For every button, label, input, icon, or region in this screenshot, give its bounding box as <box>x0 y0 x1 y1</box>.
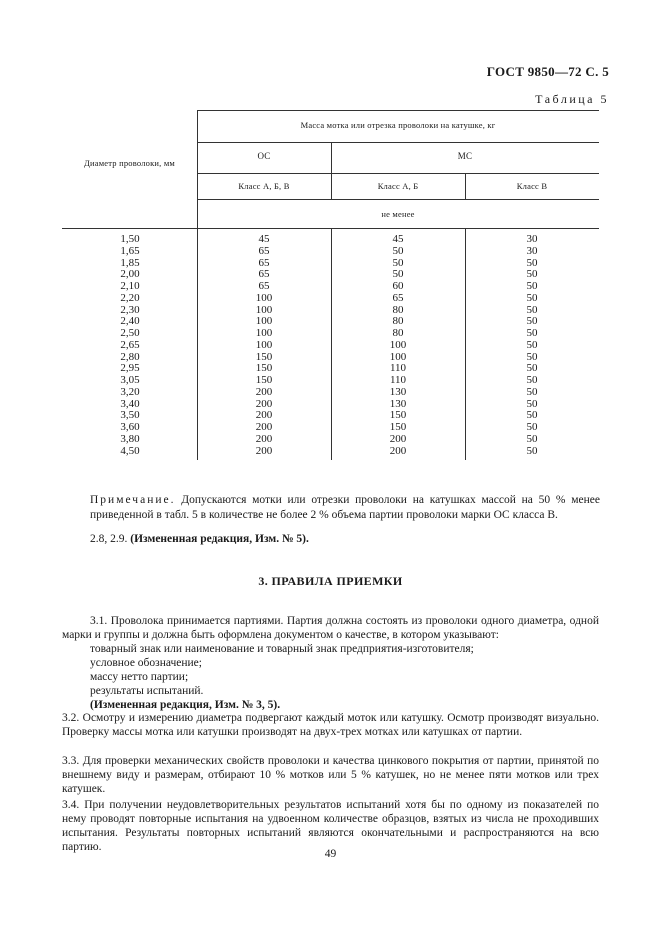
header-oc: ОС <box>257 151 271 161</box>
cell-oc: 65 <box>258 280 270 292</box>
amendment-bold: (Измененная редакция, Изм. № 5). <box>130 533 309 545</box>
cell-mc-ab: 50 <box>392 268 404 281</box>
cell-mc-v: 50 <box>526 350 538 363</box>
header-class-v: Класс В <box>516 181 548 191</box>
table-rule <box>197 173 599 174</box>
note-label: Примечание. <box>90 494 176 506</box>
cell-diameter: 2,30 <box>120 303 140 316</box>
column-mc-ab <box>331 234 465 457</box>
cell-diameter: 2,20 <box>120 291 140 304</box>
cell-mc-ab: 130 <box>389 397 407 410</box>
cell-diameter: 2,00 <box>120 268 140 281</box>
cell-mc-v: 50 <box>526 338 538 351</box>
table-rule <box>197 199 599 200</box>
cell-oc: 200 <box>255 397 273 410</box>
cell-oc: 100 <box>255 338 273 351</box>
header-min: не менее <box>381 209 415 219</box>
cell-oc: 200 <box>255 444 273 457</box>
column-oc <box>197 234 331 457</box>
cell-oc: 100 <box>255 327 273 339</box>
cell-oc: 200 <box>255 432 273 445</box>
cell-diameter: 2,80 <box>120 350 140 363</box>
cell-mc-v: 50 <box>526 444 538 457</box>
cell-mc-v: 50 <box>526 256 538 269</box>
cell-mc-ab: 150 <box>389 421 407 433</box>
cell-mc-v: 50 <box>526 327 538 339</box>
list-item: условное обозначение; <box>90 657 202 669</box>
cell-diameter: 3,40 <box>120 397 140 410</box>
cell-mc-ab: 200 <box>389 432 407 445</box>
list-item: товарный знак или наименование и товарный знак предприятия-изготовителя; <box>90 643 474 655</box>
header-diameter: Диаметр проволоки, мм <box>84 158 175 168</box>
cell-mc-ab: 80 <box>392 303 404 316</box>
cell-mc-v: 50 <box>526 421 538 433</box>
cell-diameter: 1,65 <box>120 244 140 257</box>
header-mass: Масса мотка или отрезка проволоки на катушке, кг <box>300 120 496 130</box>
p31-text: 3.1. Проволока принимается партиями. Партия должна состоять из проволоки одного диаметра, одной марки и группы и должна быть оформлена документом о качестве, в котором указывают: <box>62 615 599 641</box>
cell-mc-ab: 110 <box>389 362 407 375</box>
cell-diameter: 3,20 <box>120 385 140 398</box>
amendment-note-2: (Измененная редакция, Изм. № 3, 5). <box>90 699 281 711</box>
cell-mc-ab: 45 <box>392 233 404 245</box>
cell-mc-v: 50 <box>526 280 538 292</box>
note-text: Допускаются мотки или отрезки проволоки на катушках массой на 50 % менее приведенной в табл. 5 в количестве не более 2 % объема партии проволоки марки ОС класса В. <box>90 494 600 521</box>
header-class-abv: Класс А, Б, В <box>238 181 290 191</box>
table-label: Таблица 5 <box>535 92 609 106</box>
cell-oc: 200 <box>255 385 273 398</box>
cell-oc: 65 <box>258 256 270 269</box>
amendment-note-1 <box>90 533 309 545</box>
cell-mc-v: 50 <box>526 374 538 386</box>
cell-diameter: 3,60 <box>120 421 140 433</box>
cell-mc-v: 30 <box>526 244 538 257</box>
header-class-ab: Класс А, Б <box>377 181 419 191</box>
cell-oc: 100 <box>255 291 273 304</box>
cell-oc: 200 <box>255 409 273 422</box>
cell-mc-ab: 150 <box>389 409 407 422</box>
cell-oc: 65 <box>258 244 270 257</box>
cell-mc-v: 50 <box>526 397 538 410</box>
cell-diameter: 3,50 <box>120 409 140 422</box>
cell-mc-ab: 110 <box>389 374 407 386</box>
cell-diameter: 2,40 <box>120 315 140 328</box>
paragraph-3-3: 3.3. Для проверки механических свойств проволоки и качества цинкового покрытия от партии, принятой по внешнему виду и размерам, отбирают 10 % мотков или 5 % катушек, но не менее пяти мотков или трех катушек. <box>62 755 599 795</box>
cell-mc-ab: 80 <box>392 315 404 328</box>
cell-mc-v: 30 <box>526 233 538 245</box>
cell-oc: 200 <box>255 421 273 433</box>
table-rule <box>197 142 599 143</box>
paragraph-3-1 <box>62 614 599 712</box>
page-number: 49 <box>324 848 337 860</box>
cell-oc: 100 <box>255 303 273 316</box>
cell-diameter: 2,50 <box>120 327 140 339</box>
cell-mc-ab: 130 <box>389 385 407 398</box>
cell-mc-ab: 50 <box>392 256 404 269</box>
paragraph-3-2: 3.2. Осмотру и измерению диаметра подвергают каждый моток или катушку. Осмотр производят визуально. Проверку массы мотка или катушки производят на двух-трех мотках или катушках от партии. <box>62 712 599 738</box>
amendment-prefix: 2.8, 2.9. <box>90 533 131 545</box>
cell-diameter: 1,50 <box>120 233 140 245</box>
cell-mc-v: 50 <box>526 303 538 316</box>
cell-diameter: 2,65 <box>120 338 140 351</box>
cell-mc-v: 50 <box>526 362 538 375</box>
table-note <box>90 493 600 522</box>
header-mc: МС <box>457 151 473 161</box>
cell-mc-ab: 100 <box>389 350 407 363</box>
cell-oc: 100 <box>255 315 273 328</box>
list-item: результаты испытаний. <box>90 685 204 697</box>
cell-diameter: 4,50 <box>120 444 140 457</box>
cell-oc: 150 <box>255 362 273 375</box>
cell-mc-ab: 50 <box>392 244 404 257</box>
paragraph-3-4: 3.4. При получении неудовлетворительных результатов испытаний хотя бы по одному из показателей по нему проводят повторные испытания на удвоенном количестве образцов, взятых из числа не проходивших испытания. Результаты повторных испытаний являются окончательными и распространяются на всю партию. <box>62 799 599 853</box>
cell-oc: 150 <box>255 374 273 386</box>
cell-diameter: 3,05 <box>120 374 140 386</box>
cell-mc-v: 50 <box>526 385 538 398</box>
cell-oc: 150 <box>255 350 273 363</box>
table-rule <box>197 110 599 111</box>
cell-diameter: 2,10 <box>120 280 140 292</box>
column-diameter <box>102 234 158 457</box>
cell-mc-ab: 80 <box>392 327 404 339</box>
cell-diameter: 1,85 <box>120 256 140 269</box>
cell-diameter: 2,95 <box>120 362 140 375</box>
list-item: массу нетто партии; <box>90 671 189 683</box>
cell-mc-v: 50 <box>526 291 538 304</box>
cell-mc-ab: 100 <box>389 338 407 351</box>
cell-mc-v: 50 <box>526 268 538 281</box>
cell-mc-v: 50 <box>526 409 538 422</box>
data-table <box>62 110 599 470</box>
cell-mc-v: 50 <box>526 432 538 445</box>
cell-diameter: 3,80 <box>120 432 140 445</box>
cell-oc: 65 <box>258 268 270 281</box>
section-title: 3. ПРАВИЛА ПРИЕМКИ <box>258 574 403 588</box>
cell-mc-ab: 65 <box>392 291 404 304</box>
column-mc-v <box>465 234 599 457</box>
cell-oc: 45 <box>258 233 270 245</box>
cell-mc-v: 50 <box>526 315 538 328</box>
page-header: ГОСТ 9850—72 С. 5 <box>486 64 609 79</box>
cell-mc-ab: 60 <box>392 280 404 292</box>
cell-mc-ab: 200 <box>389 444 407 457</box>
